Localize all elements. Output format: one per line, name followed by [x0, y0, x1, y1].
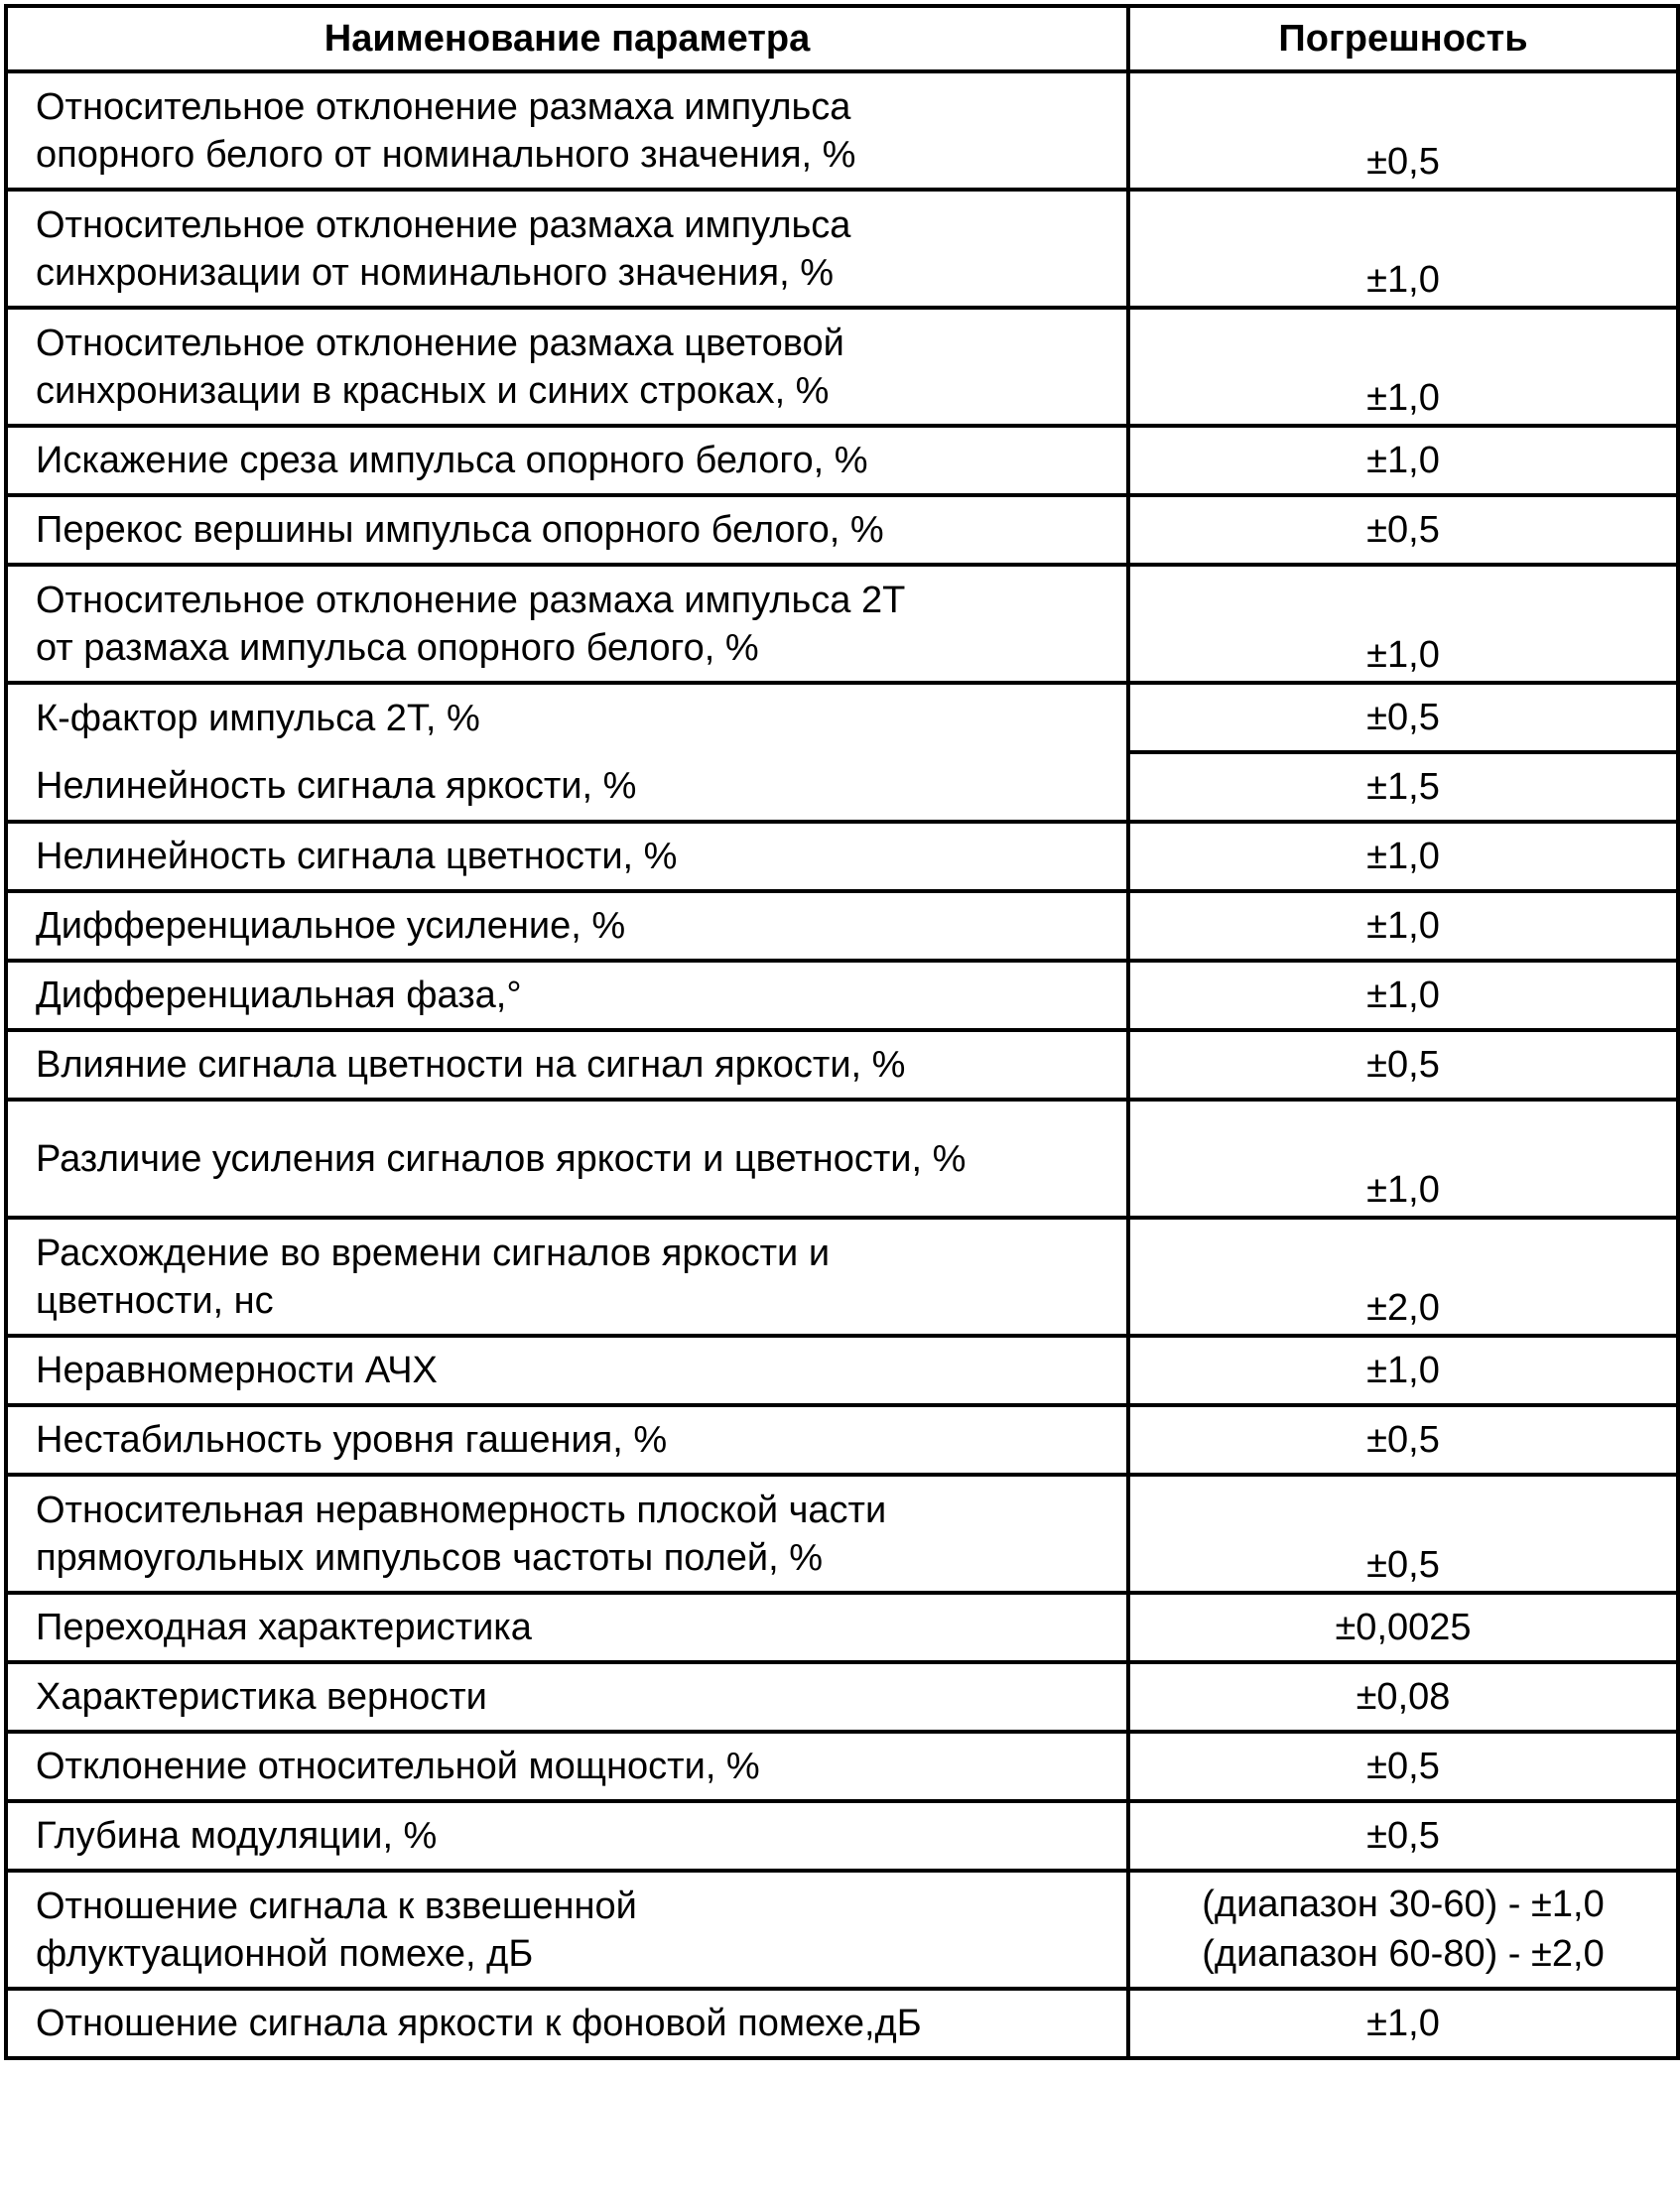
- error-value: ±1,0: [1128, 1100, 1678, 1218]
- parameter-error-table: [4, 4, 1680, 2060]
- parameter-name: К-фактор импульса 2Т, %: [6, 683, 1128, 752]
- header-error: Погрешность: [1128, 6, 1678, 71]
- parameter-name: Отношение сигнала яркости к фоновой помехе,дБ: [6, 1989, 1128, 2058]
- error-value: ±0,0025: [1128, 1593, 1678, 1662]
- table-row: [6, 1100, 1678, 1218]
- table-row: [6, 1732, 1678, 1801]
- parameter-name: Влияние сигнала цветности на сигнал яркости, %: [6, 1030, 1128, 1100]
- parameter-name: Отклонение относительной мощности, %: [6, 1732, 1128, 1801]
- error-value: ±1,0: [1128, 822, 1678, 891]
- parameter-name: Относительное отклонение размаха импульса синхронизации от номинального значения, %: [6, 190, 1128, 308]
- error-value: ±1,0: [1128, 190, 1678, 308]
- error-value: ±1,0: [1128, 1336, 1678, 1405]
- table-row: [6, 1662, 1678, 1732]
- parameter-name: Дифференциальное усиление, %: [6, 891, 1128, 961]
- table-row: [6, 683, 1678, 752]
- table-row: [6, 308, 1678, 426]
- parameter-name: Характеристика верности: [6, 1662, 1128, 1732]
- table-row: [6, 1336, 1678, 1405]
- error-value: ±1,0: [1128, 891, 1678, 961]
- error-value: ±0,5: [1128, 1732, 1678, 1801]
- parameter-name: Нелинейность сигнала яркости, %: [6, 752, 1128, 822]
- parameter-name: Перекос вершины импульса опорного белого, %: [6, 495, 1128, 565]
- parameter-name: Отношение сигнала к взвешенной флуктуационной помехе, дБ: [6, 1871, 1128, 1989]
- parameter-name: Нелинейность сигнала цветности, %: [6, 822, 1128, 891]
- parameter-name: Глубина модуляции, %: [6, 1801, 1128, 1871]
- error-value: ±1,0: [1128, 1989, 1678, 2058]
- error-value: ±1,0: [1128, 308, 1678, 426]
- table-row: [6, 1030, 1678, 1100]
- error-value: ±1,5: [1128, 752, 1678, 822]
- table-header-row: [6, 6, 1678, 71]
- parameter-name: Дифференциальная фаза,°: [6, 961, 1128, 1030]
- error-value: ±0,5: [1128, 683, 1678, 752]
- parameter-name: Относительное отклонение размаха цветовой синхронизации в красных и синих строках, %: [6, 308, 1128, 426]
- error-value: ±1,0: [1128, 426, 1678, 495]
- table-row: [6, 426, 1678, 495]
- table-row: [6, 752, 1678, 822]
- parameter-name: Относительная неравномерность плоской части прямоугольных импульсов частоты полей, %: [6, 1475, 1128, 1593]
- parameter-name: Искажение среза импульса опорного белого, %: [6, 426, 1128, 495]
- table-row: [6, 822, 1678, 891]
- error-value: ±0,5: [1128, 495, 1678, 565]
- error-value: ±0,5: [1128, 1405, 1678, 1475]
- error-value: ±0,5: [1128, 71, 1678, 190]
- table-row: [6, 1405, 1678, 1475]
- table-row: [6, 1218, 1678, 1336]
- error-value: ±0,5: [1128, 1801, 1678, 1871]
- error-value: ±1,0: [1128, 565, 1678, 683]
- table-row: [6, 1871, 1678, 1989]
- parameter-name: Относительное отклонение размаха импульса опорного белого от номинального значения, %: [6, 71, 1128, 190]
- error-value: ±2,0: [1128, 1218, 1678, 1336]
- error-value: (диапазон 30-60) - ±1,0 (диапазон 60-80) - ±2,0: [1128, 1871, 1678, 1989]
- table-row: [6, 190, 1678, 308]
- header-parameter-name: Наименование параметра: [6, 6, 1128, 71]
- parameter-name: Переходная характеристика: [6, 1593, 1128, 1662]
- parameter-name: Нестабильность уровня гашения, %: [6, 1405, 1128, 1475]
- parameter-name: Относительное отклонение размаха импульса 2Т от размаха импульса опорного белого, %: [6, 565, 1128, 683]
- table-row: [6, 71, 1678, 190]
- error-value: ±0,08: [1128, 1662, 1678, 1732]
- error-value: ±0,5: [1128, 1030, 1678, 1100]
- table-row: [6, 565, 1678, 683]
- error-value: ±1,0: [1128, 961, 1678, 1030]
- table-row: [6, 961, 1678, 1030]
- table-row: [6, 1475, 1678, 1593]
- table-row: [6, 495, 1678, 565]
- table-row: [6, 891, 1678, 961]
- table-row: [6, 1593, 1678, 1662]
- table-row: [6, 1989, 1678, 2058]
- error-value: ±0,5: [1128, 1475, 1678, 1593]
- table-row: [6, 1801, 1678, 1871]
- parameter-name: Расхождение во времени сигналов яркости и цветности, нс: [6, 1218, 1128, 1336]
- parameter-name: Различие усиления сигналов яркости и цветности, %: [6, 1100, 1128, 1218]
- parameter-name: Неравномерности АЧХ: [6, 1336, 1128, 1405]
